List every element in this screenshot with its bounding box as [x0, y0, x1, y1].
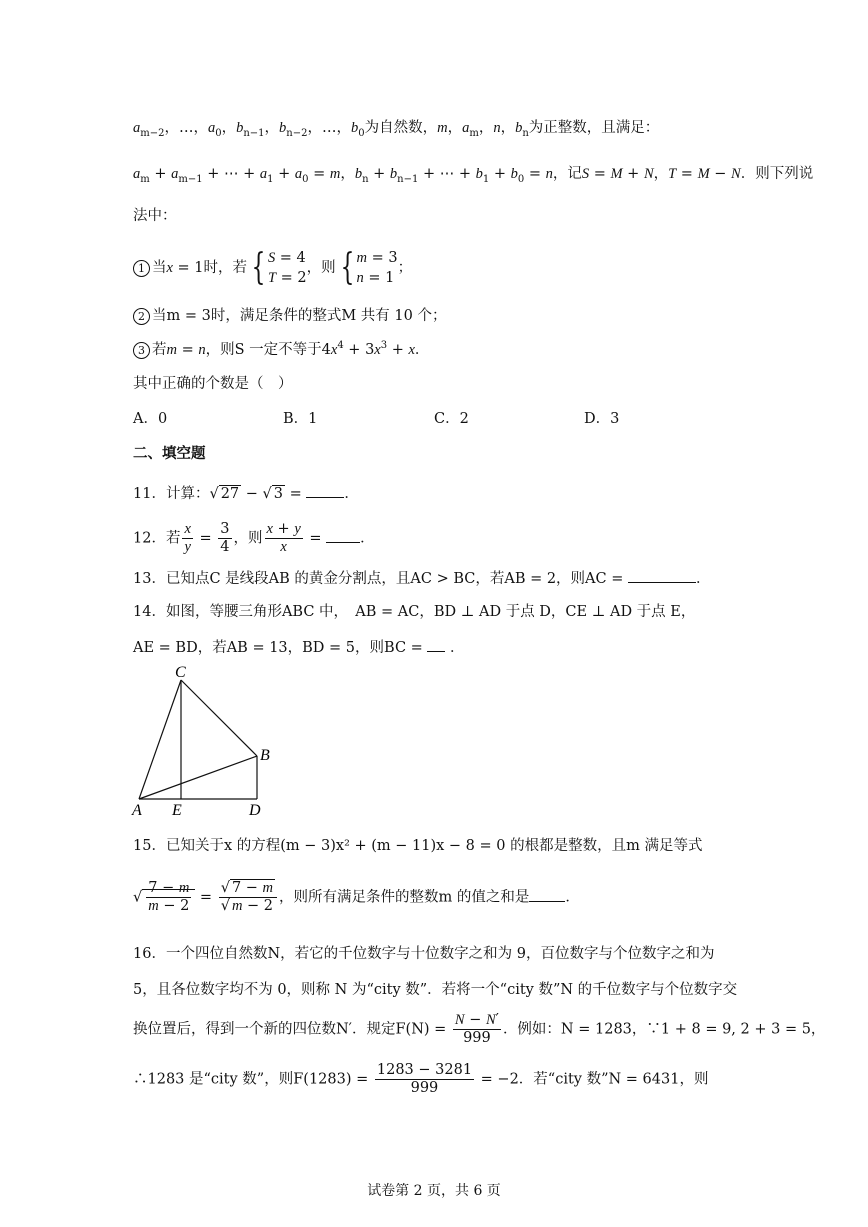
- intro-line-3: 法中：: [133, 208, 177, 224]
- question-14-line-1: 14．如图，等腰三角形ABC 中， AB = AC，BD ⊥ AD 于点 D，CE ⊥ AD 于点 E，: [133, 604, 696, 620]
- statement-1: 1 当x = 1时，若 { S = 4 T = 2，则 { m = 3 n = 1；: [133, 248, 412, 288]
- segment-ab: [139, 756, 257, 799]
- label-d: D: [249, 802, 261, 819]
- question-15-line-2: √ $\frac{7 - m}{m - 2}$ = $\frac{√ 7 - m}{√ m - 2}$ ，则所有满足条件的整数m 的值之和是 ．: [133, 880, 580, 914]
- question-stem: 其中正确的个数是（ ）: [133, 376, 293, 392]
- circled-number-1: 1: [133, 260, 150, 277]
- circled-number-3: 3: [133, 342, 150, 359]
- question-16-line-3: 换位置后，得到一个新的四位数N′．规定F(N) = $\frac{N - N'}{999}$ ．例如：N = 1283，∵1 + 8 = 9, 2 + 3 = 5，: [133, 1012, 826, 1046]
- option-a: A．0: [133, 411, 168, 427]
- statement-3: 3 若m = n，则S 一定不等于$4x^4 + 3x^3 + x$．: [133, 340, 429, 362]
- answer-blank: [306, 483, 344, 498]
- answer-blank: [326, 528, 360, 543]
- question-16-line-1: 16．一个四位自然数N，若它的千位数字与十位数字之和为 9，百位数字与个位数字之和为: [133, 946, 715, 962]
- segment-cb: [181, 680, 257, 756]
- question-15-line-1: 15．已知关于x 的方程(m − 3)x² + (m − 11)x − 8 = 0 的根都是整数，且m 满足等式: [133, 838, 703, 854]
- label-e: E: [172, 802, 182, 819]
- question-12: 12．若 $\frac{x}{y}$ = $\frac{3}{4}$ ，则 $\frac{x + y}{x}$ = ．: [133, 521, 375, 555]
- statement-2: 2 当m = 3时，满足条件的整式M 共有 10 个；: [133, 306, 446, 326]
- answer-blank: [529, 887, 565, 902]
- option-c: C．2: [434, 411, 469, 427]
- question-16-line-2: 5，且各位数字均不为 0，则称 N 为“city 数”．若将一个“city 数”N 的千位数字与个位数字交: [133, 982, 738, 998]
- question-14-line-2: AE = BD，若AB = 13，BD = 5，则BC = ．: [133, 637, 465, 658]
- answer-blank: [628, 568, 696, 583]
- question-11: 11．计算：√ 27 − √ 3 = ．: [133, 483, 359, 504]
- option-b: B．1: [283, 411, 318, 427]
- label-b: B: [260, 747, 270, 764]
- triangle-figure: [125, 660, 285, 820]
- option-d: D．3: [584, 411, 620, 427]
- page-footer: 试卷第 2 页，共 6 页: [367, 1183, 501, 1199]
- segment-ac: [139, 680, 181, 799]
- circled-number-2: 2: [133, 308, 150, 325]
- section-title: 二、填空题: [133, 446, 206, 462]
- answer-blank: [427, 637, 445, 652]
- label-a: A: [132, 802, 142, 819]
- label-c: C: [175, 664, 186, 681]
- intro-line-2: $a_m + a_{m-1}$ + ⋯ + $a_1 + a_0 = m$，$b_n + b_{n-1}$ + ⋯ + $b_1 + b_0 = n$，记S = M + N，T = M − N．则下列说: [133, 166, 814, 185]
- question-13: 13．已知点C 是线段AB 的黄金分割点，且AC > BC，若AB = 2，则AC = ．: [133, 568, 711, 589]
- question-16-line-4: ∴1283 是“city 数”，则F(1283) = $\frac{1283 - 3281}{999}$ = −2．若“city 数”N = 6431，则: [133, 1062, 709, 1096]
- intro-line-1: $a_{m-2}$，…，$a_0$，$b_{n-1}$，$b_{n-2}$，…，$b_0$为自然数，m，$a_m$，n，$b_n$为正整数，且满足：: [133, 120, 660, 139]
